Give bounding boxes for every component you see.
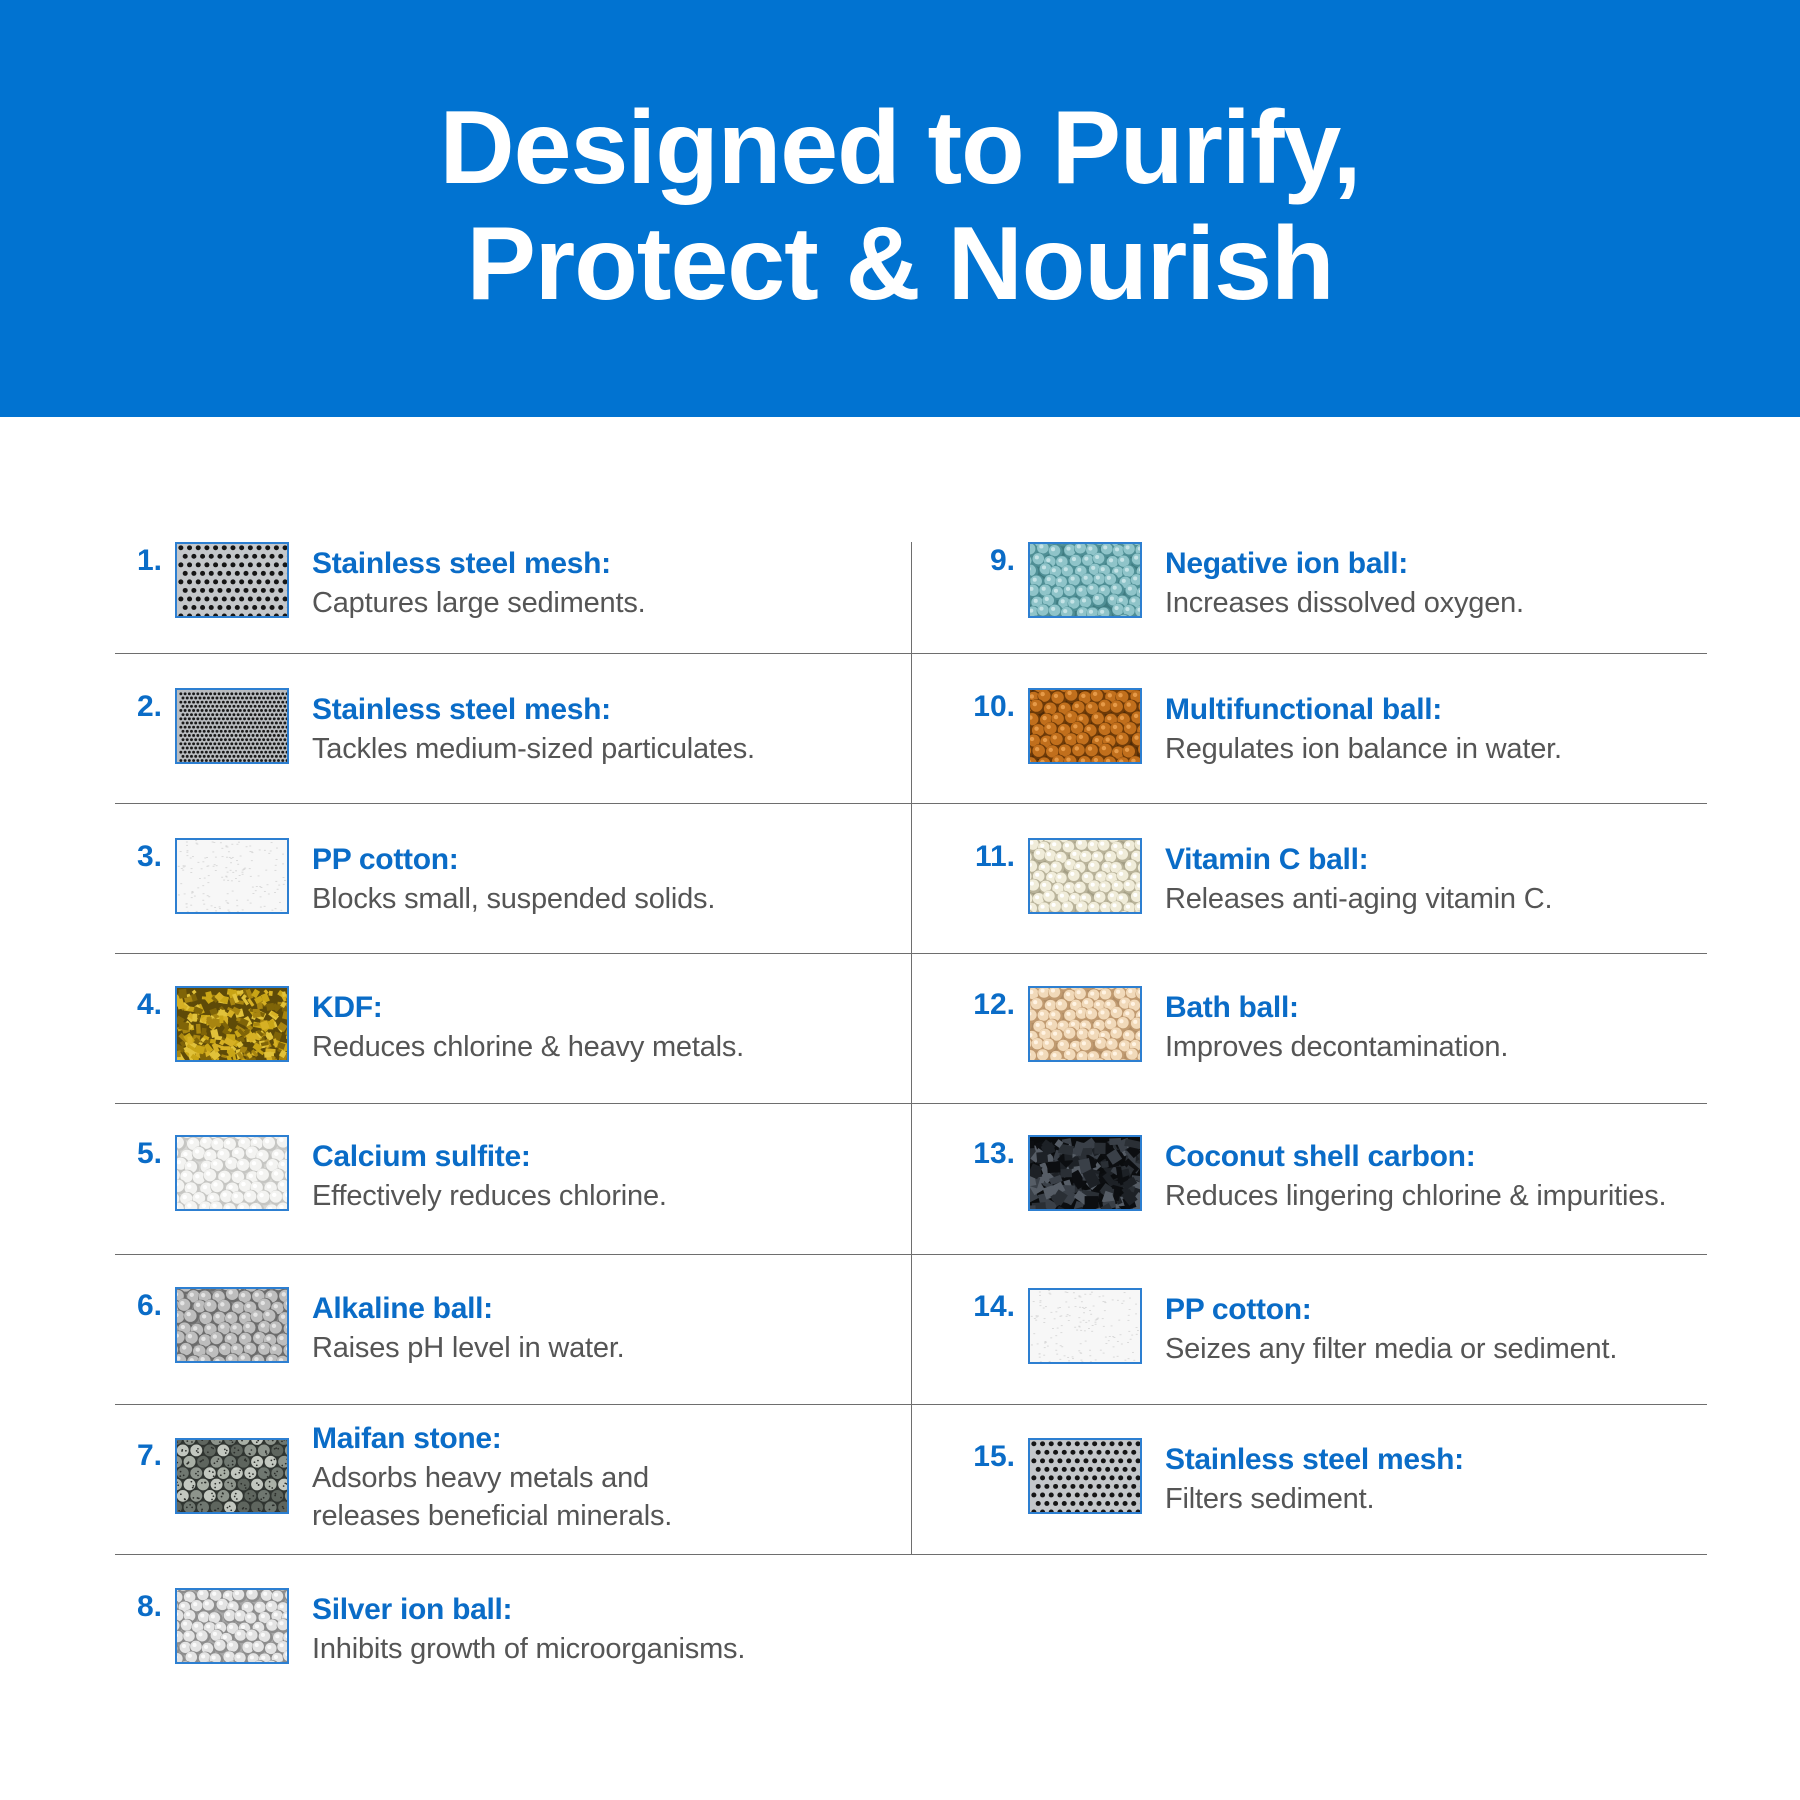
row-divider: [115, 1554, 1707, 1555]
white-balls-swatch: [175, 1135, 289, 1211]
stage-text: [312, 1419, 912, 1535]
stage-description: Releases anti-aging vitamin C.: [1165, 883, 1553, 915]
filter-stage-item: [110, 544, 910, 694]
stage-label: Bath ball:: [1165, 991, 1299, 1024]
page-title-line-1: Designed to Purify,: [439, 89, 1361, 206]
stage-number: 14.: [973, 1290, 1015, 1323]
stage-text: [1165, 840, 1765, 918]
stage-label: Stainless steel mesh:: [1165, 1443, 1464, 1476]
column-divider: [911, 542, 912, 1554]
stage-number: 11.: [974, 840, 1015, 873]
stage-description: Adsorbs heavy metals and: [312, 1462, 649, 1494]
speckled-stones-swatch: [175, 1438, 289, 1514]
stage-text: [1165, 988, 1765, 1066]
cream-balls-swatch: [1028, 838, 1142, 914]
stage-text: [312, 988, 912, 1066]
stage-label: Coconut shell carbon:: [1165, 1140, 1476, 1173]
stage-description: Effectively reduces chlorine.: [312, 1180, 667, 1212]
grey-balls-swatch: [175, 1287, 289, 1363]
stage-description: Filters sediment.: [1165, 1483, 1375, 1515]
filter-stage-item: [963, 1137, 1763, 1287]
perforated-mesh-large-swatch: [175, 542, 289, 618]
stage-label: Stainless steel mesh:: [312, 693, 611, 726]
stage-label: Maifan stone:: [312, 1422, 502, 1455]
stage-label: Negative ion ball:: [1165, 547, 1408, 580]
stage-label: KDF:: [312, 991, 383, 1024]
stage-number: 8.: [136, 1590, 162, 1623]
filter-stage-item: [963, 840, 1763, 990]
stage-text: [312, 544, 912, 622]
stage-text: [1165, 1137, 1765, 1215]
perforated-mesh-large-swatch: [1028, 1438, 1142, 1514]
brown-balls-swatch: [1028, 688, 1142, 764]
stage-text: [312, 1590, 912, 1668]
stage-description: Improves decontamination.: [1165, 1031, 1509, 1063]
stage-text: [312, 690, 912, 768]
stage-number: 3.: [136, 840, 162, 873]
stage-label: Calcium sulfite:: [312, 1140, 531, 1173]
stage-label: Alkaline ball:: [312, 1292, 493, 1325]
stage-description: Reduces chlorine & heavy metals.: [312, 1031, 745, 1063]
stage-text: [1165, 544, 1765, 622]
stage-description: Increases dissolved oxygen.: [1165, 587, 1524, 619]
stage-number: 9.: [989, 544, 1015, 577]
white-fiber-swatch: [1028, 1288, 1142, 1364]
filter-stage-item: [110, 840, 910, 990]
black-carbon-swatch: [1028, 1135, 1142, 1211]
stage-text: [312, 840, 912, 918]
header-banner: [0, 0, 1800, 417]
filter-stage-item: [110, 1422, 910, 1589]
stage-number: 6.: [136, 1289, 162, 1322]
stage-text: [1165, 1290, 1765, 1368]
stage-number: 7.: [136, 1439, 162, 1472]
filter-stage-item: [963, 1440, 1763, 1590]
filter-stage-item: [963, 544, 1763, 694]
stage-text: [1165, 1440, 1765, 1518]
silver-balls-swatch: [175, 1588, 289, 1664]
stage-description: Tackles medium-sized particulates.: [312, 733, 755, 765]
filter-stage-item: [110, 988, 910, 1138]
stage-description: Regulates ion balance in water.: [1165, 733, 1562, 765]
stage-description: Raises pH level in water.: [312, 1332, 625, 1364]
stage-description: Reduces lingering chlorine & impurities.: [1165, 1180, 1667, 1212]
filter-stage-item: [110, 1137, 910, 1287]
beige-balls-swatch: [1028, 986, 1142, 1062]
filter-stage-item: [963, 1290, 1763, 1440]
page-title-line-2: Protect & Nourish: [466, 205, 1334, 322]
filter-stage-item: [110, 1289, 910, 1439]
stage-number: 12.: [973, 988, 1015, 1021]
stage-description: Seizes any filter media or sediment.: [1165, 1333, 1618, 1365]
filter-stage-item: [110, 690, 910, 840]
stage-label: Vitamin C ball:: [1165, 843, 1369, 876]
stage-description: Captures large sediments.: [312, 587, 646, 619]
stage-number: 13.: [973, 1137, 1015, 1170]
stage-text: [1165, 690, 1765, 768]
stage-text: [312, 1137, 912, 1215]
stage-number: 10.: [973, 690, 1015, 723]
stage-label: PP cotton:: [1165, 1293, 1312, 1326]
stage-number: 5.: [136, 1137, 162, 1170]
filter-stage-item: [963, 988, 1763, 1138]
perforated-mesh-fine-swatch: [175, 688, 289, 764]
stage-label: Multifunctional ball:: [1165, 693, 1443, 726]
stage-description-line-2: releases beneficial minerals.: [312, 1500, 673, 1532]
stage-text: [312, 1289, 912, 1367]
stage-description: Blocks small, suspended solids.: [312, 883, 716, 915]
stage-number: 1.: [136, 544, 162, 577]
blue-balls-swatch: [1028, 542, 1142, 618]
stage-label: Silver ion ball:: [312, 1593, 513, 1626]
filter-stage-item: [963, 690, 1763, 840]
stage-number: 4.: [136, 988, 162, 1021]
stage-number: 15.: [973, 1440, 1015, 1473]
stage-number: 2.: [136, 690, 162, 723]
filter-stage-item: [110, 1590, 910, 1740]
stage-label: PP cotton:: [312, 843, 459, 876]
gold-granules-swatch: [175, 986, 289, 1062]
stage-description: Inhibits growth of microorganisms.: [312, 1633, 746, 1665]
white-fiber-swatch: [175, 838, 289, 914]
stage-label: Stainless steel mesh:: [312, 547, 611, 580]
